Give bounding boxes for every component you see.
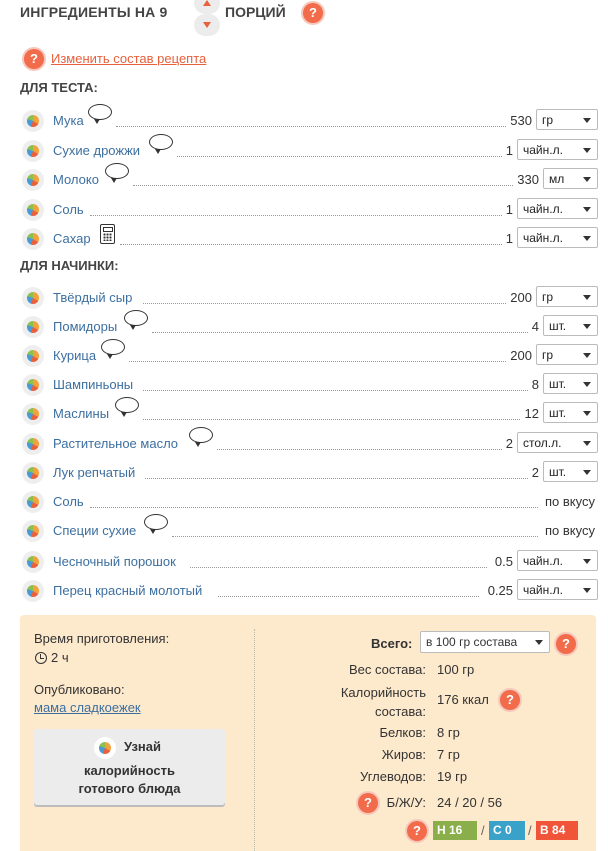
calc-button-line-1: Узнай xyxy=(124,739,161,754)
ingredient-row xyxy=(20,401,598,425)
ingredient-quantity: по вкусу xyxy=(545,523,595,538)
ingredient-name[interactable]: Сахар xyxy=(53,231,91,246)
ingredient-row xyxy=(20,226,598,250)
ingredient-quantity: 530 xyxy=(510,113,532,128)
unit-value: гр xyxy=(542,290,554,304)
ingredient-quantity: 2 xyxy=(531,465,539,480)
unit-value: мл xyxy=(549,172,565,186)
nutrition-pie-icon[interactable] xyxy=(22,287,44,309)
cook-time-label: Время приготовления: xyxy=(34,631,170,646)
total-basis-select[interactable] xyxy=(420,631,550,653)
nutrition-pie-icon[interactable] xyxy=(22,551,44,573)
unit-select[interactable] xyxy=(517,550,598,571)
comment-icon[interactable] xyxy=(105,163,129,179)
ingredient-name[interactable]: Твёрдый сыр xyxy=(53,290,133,305)
weight-value: 100 гр xyxy=(437,662,475,677)
dotted-leader xyxy=(177,156,502,157)
ingredient-row xyxy=(20,138,598,162)
ingredient-quantity: 1 xyxy=(505,231,513,246)
nutrition-pie-icon[interactable] xyxy=(22,169,44,191)
dotted-leader xyxy=(217,449,502,450)
unit-value: гр xyxy=(542,348,554,362)
unit-select[interactable] xyxy=(543,402,598,423)
servings-decrease-icon[interactable] xyxy=(194,14,220,36)
nutrition-pie-icon[interactable] xyxy=(22,140,44,162)
dotted-leader xyxy=(218,596,479,597)
unit-select[interactable] xyxy=(543,168,598,189)
ingredient-name[interactable]: Соль xyxy=(53,202,84,217)
change-recipe-link[interactable]: Изменить состав рецепта xyxy=(51,51,207,66)
ingredient-quantity: 1 xyxy=(505,202,513,217)
ingredient-name[interactable]: Помидоры xyxy=(53,319,118,334)
nutrition-pie-icon xyxy=(94,737,116,759)
ingredient-name[interactable]: Специи сухие xyxy=(53,523,137,538)
ingredient-quantity: 0.25 xyxy=(487,583,513,598)
nutrition-pie-icon[interactable] xyxy=(22,110,44,132)
unit-select[interactable] xyxy=(517,432,598,453)
nutrition-pie-icon[interactable] xyxy=(22,520,44,542)
nutrition-pie-icon[interactable] xyxy=(22,228,44,250)
servings-stepper[interactable] xyxy=(194,0,220,36)
calories-label-1: Калорийность xyxy=(340,685,426,700)
comment-icon[interactable] xyxy=(115,397,139,413)
badge-separator: / xyxy=(481,823,485,838)
servings-increase-icon[interactable] xyxy=(194,0,220,14)
cook-time-value: 2 ч xyxy=(51,650,69,665)
servings-title-suffix: ПОРЦИЙ xyxy=(225,4,286,20)
unit-value: шт. xyxy=(549,406,567,420)
total-basis-value: в 100 гр состава xyxy=(426,635,518,649)
fat-label: Жиров: xyxy=(381,747,426,762)
clock-icon xyxy=(35,652,47,664)
dotted-leader xyxy=(145,478,528,479)
dotted-leader xyxy=(190,567,487,568)
ingredient-row xyxy=(20,314,598,338)
dotted-leader xyxy=(90,507,538,508)
ingredient-name[interactable]: Перец красный молотый xyxy=(53,583,203,598)
dotted-leader xyxy=(143,303,506,304)
recipe-info-panel xyxy=(20,615,596,851)
unit-value: шт. xyxy=(549,319,567,333)
change-recipe-help-icon[interactable]: ? xyxy=(24,49,44,69)
nutrition-pie-icon[interactable] xyxy=(22,345,44,367)
ingredient-name[interactable]: Лук репчатый xyxy=(53,465,136,480)
ingredient-row xyxy=(20,578,598,602)
protein-value: 8 гр xyxy=(437,725,460,740)
ingredient-quantity: 0.5 xyxy=(494,554,513,569)
calories-label-2: состава: xyxy=(374,704,426,719)
badge-h: Н 16 xyxy=(433,821,477,840)
unit-select[interactable] xyxy=(543,315,598,336)
calories-value: 176 ккал xyxy=(437,692,489,707)
dotted-leader xyxy=(120,244,502,245)
ingredient-quantity: 200 xyxy=(510,290,532,305)
ingredient-name[interactable]: Маслины xyxy=(53,406,110,421)
unit-select[interactable] xyxy=(517,139,598,160)
unit-value: чайн.л. xyxy=(523,202,563,216)
nutrition-pie-icon[interactable] xyxy=(22,491,44,513)
bju-value: 24 / 20 / 56 xyxy=(437,795,503,810)
unit-value: стол.л. xyxy=(523,436,562,450)
weight-label: Вес состава: xyxy=(348,662,426,677)
calc-button-line-3: готового блюда xyxy=(78,781,181,796)
badge-c: С 0 xyxy=(489,821,525,840)
ingredient-name[interactable]: Растительное масло xyxy=(53,436,179,451)
comment-icon[interactable] xyxy=(88,104,112,120)
comment-icon[interactable] xyxy=(189,427,213,443)
dotted-leader xyxy=(172,536,538,537)
ingredient-name[interactable]: Шампиньоны xyxy=(53,377,134,392)
ingredient-name[interactable]: Сухие дрожжи xyxy=(53,143,141,158)
section-title: ДЛЯ НАЧИНКИ: xyxy=(20,258,119,273)
total-help-icon[interactable]: ? xyxy=(556,634,576,654)
nutrition-pie-icon[interactable] xyxy=(22,462,44,484)
ingredient-row xyxy=(20,167,598,191)
dotted-leader xyxy=(90,215,502,216)
unit-value: чайн.л. xyxy=(523,231,563,245)
bju-label: Б/Ж/У: xyxy=(386,795,426,810)
dotted-leader xyxy=(129,361,506,362)
calorie-calc-button[interactable] xyxy=(34,729,225,805)
published-label: Опубликовано: xyxy=(34,682,125,697)
unit-select[interactable] xyxy=(517,198,598,219)
unit-select[interactable] xyxy=(536,344,598,365)
ingredient-name[interactable]: Соль xyxy=(53,494,84,509)
ingredient-name[interactable]: Курица xyxy=(53,348,97,363)
ingredient-name[interactable]: Чесночный порошок xyxy=(53,554,176,569)
unit-select[interactable] xyxy=(536,109,598,130)
calories-help-icon[interactable]: ? xyxy=(500,690,520,710)
nutrition-pie-icon[interactable] xyxy=(22,199,44,221)
ingredient-quantity: 200 xyxy=(510,348,532,363)
ingredient-quantity: 2 xyxy=(505,436,513,451)
ingredient-name[interactable]: Мука xyxy=(53,113,84,128)
calculator-icon[interactable] xyxy=(100,224,115,244)
ingredient-row xyxy=(20,489,598,513)
ingredient-row xyxy=(20,460,598,484)
ingredient-quantity: 4 xyxy=(531,319,539,334)
ingredient-row xyxy=(20,285,598,309)
unit-value: гр xyxy=(542,113,554,127)
unit-value: чайн.л. xyxy=(523,554,563,568)
unit-select[interactable] xyxy=(543,373,598,394)
ingredient-name[interactable]: Молоко xyxy=(53,172,99,187)
ingredient-row xyxy=(20,108,598,132)
nutrition-pie-icon[interactable] xyxy=(22,403,44,425)
unit-value: чайн.л. xyxy=(523,143,563,157)
ingredient-quantity: по вкусу xyxy=(545,494,595,509)
bju-help-icon[interactable]: ? xyxy=(358,793,378,813)
ingredient-row xyxy=(20,343,598,367)
dotted-leader xyxy=(152,332,528,333)
dotted-leader xyxy=(116,126,506,127)
total-label: Всего: xyxy=(371,636,413,651)
ingredient-row xyxy=(20,518,598,542)
unit-select[interactable] xyxy=(517,227,598,248)
ingredients-header xyxy=(20,0,600,34)
section-title: ДЛЯ ТЕСТА: xyxy=(20,80,98,95)
comment-icon[interactable] xyxy=(101,339,125,355)
comment-icon[interactable] xyxy=(144,514,168,530)
badge-separator: / xyxy=(528,823,532,838)
ingredient-row xyxy=(20,372,598,396)
ingredient-quantity: 12 xyxy=(524,406,539,421)
unit-select[interactable] xyxy=(543,461,598,482)
calc-button-line-2: калорийность xyxy=(84,763,175,778)
ingredient-quantity: 1 xyxy=(505,143,513,158)
protein-label: Белков: xyxy=(379,725,426,740)
ingredient-row xyxy=(20,549,598,573)
badge-b: В 84 xyxy=(536,821,578,840)
ingredient-quantity: 8 xyxy=(531,377,539,392)
author-link[interactable]: мама сладкоежек xyxy=(34,700,141,715)
ingredient-row xyxy=(20,197,598,221)
ingredient-quantity: 330 xyxy=(517,172,539,187)
dotted-leader xyxy=(133,185,513,186)
badges-help-icon[interactable]: ? xyxy=(407,821,427,841)
servings-title-prefix: ИНГРЕДИЕНТЫ НА 9 xyxy=(20,4,168,20)
carbs-label: Углеводов: xyxy=(360,769,426,784)
unit-value: шт. xyxy=(549,465,567,479)
servings-help-icon[interactable]: ? xyxy=(303,3,323,23)
unit-value: шт. xyxy=(549,377,567,391)
comment-icon[interactable] xyxy=(124,310,148,326)
nutrition-pie-icon[interactable] xyxy=(22,316,44,338)
nutrition-pie-icon[interactable] xyxy=(22,433,44,455)
dotted-leader xyxy=(143,390,528,391)
unit-select[interactable] xyxy=(517,579,598,600)
nutrition-pie-icon[interactable] xyxy=(22,580,44,602)
nutrition-pie-icon[interactable] xyxy=(22,374,44,396)
ingredient-row xyxy=(20,431,598,455)
unit-value: чайн.л. xyxy=(523,583,563,597)
fat-value: 7 гр xyxy=(437,747,460,762)
unit-select[interactable] xyxy=(536,286,598,307)
comment-icon[interactable] xyxy=(149,134,173,150)
carbs-value: 19 гр xyxy=(437,769,468,784)
dotted-leader xyxy=(143,419,520,420)
